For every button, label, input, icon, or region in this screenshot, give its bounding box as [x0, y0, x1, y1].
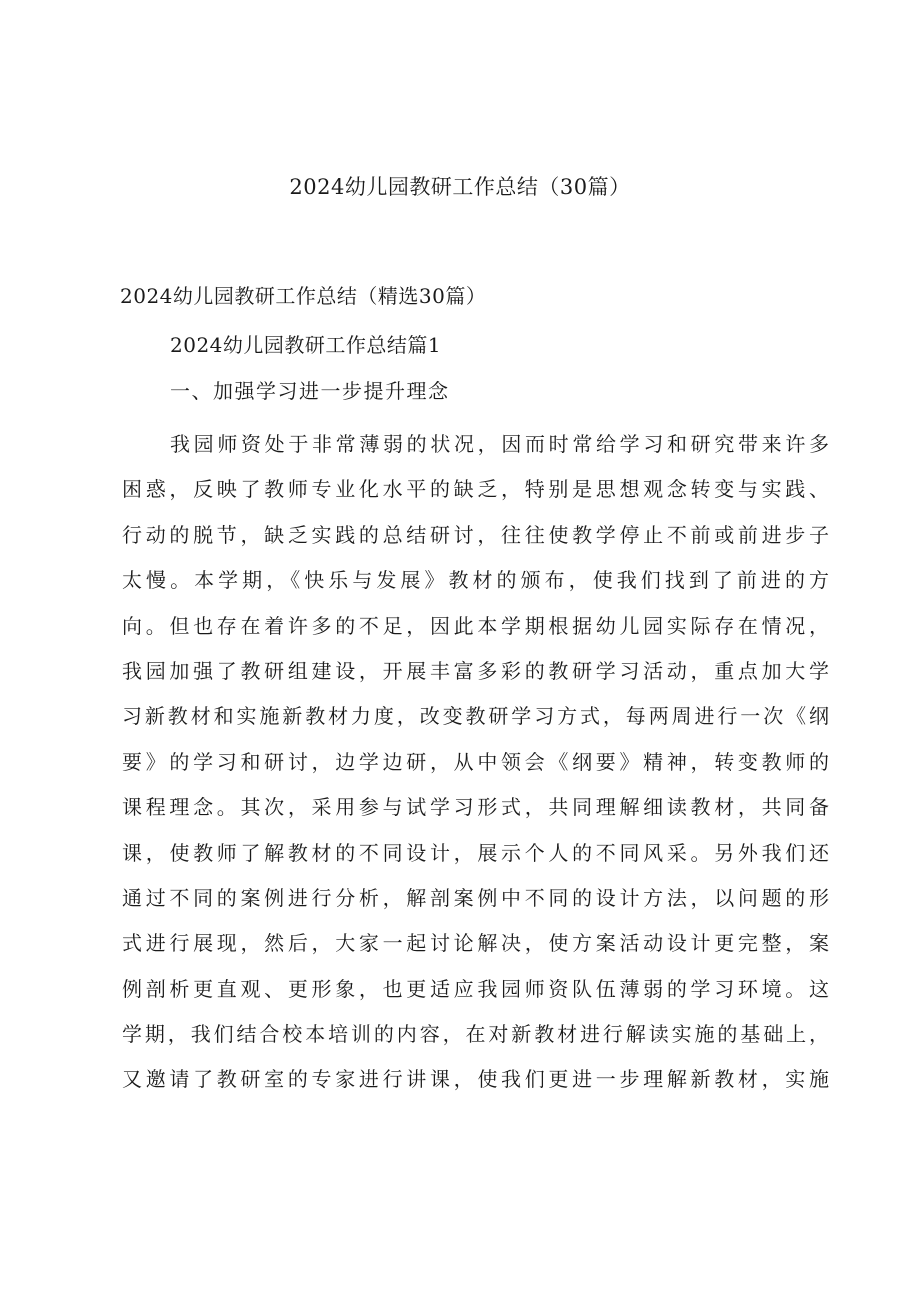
- paragraph-line: 太慢。本学期，《快乐与发展》教材的颁布，使我们找到了前进的方: [122, 568, 830, 593]
- document-title: 2024幼儿园教研工作总结（30篇）: [289, 175, 631, 199]
- paragraph-line: 我园加强了教研组建设，开展丰富多彩的教研学习活动，重点加大学: [122, 658, 830, 683]
- collection-title: 2024幼儿园教研工作总结（精选30篇）: [120, 284, 487, 308]
- paragraph-line: 例剖析更直观、更形象，也更适应我园师资队伍薄弱的学习环境。这: [122, 976, 830, 1001]
- paragraph-line: 通过不同的案例进行分析，解剖案例中不同的设计方法，以问题的形: [122, 885, 830, 910]
- body-paragraph: [122, 422, 830, 1103]
- paragraph-line: 课程理念。其次，采用参与试学习形式，共同理解细读教材，共同备: [122, 795, 830, 820]
- paragraph-line: 课，使教师了解教材的不同设计，展示个人的不同风采。另外我们还: [122, 840, 830, 865]
- paragraph-line: 又邀请了教研室的专家进行讲课，使我们更进一步理解新教材，实施: [122, 1067, 830, 1092]
- part-title: 2024幼儿园教研工作总结篇1: [170, 333, 442, 357]
- paragraph-line: 困惑，反映了教师专业化水平的缺乏，特别是思想观念转变与实践、: [122, 477, 830, 502]
- paragraph-line: 学期，我们结合校本培训的内容，在对新教材进行解读实施的基础上，: [122, 1022, 830, 1047]
- paragraph-line: 行动的脱节，缺乏实践的总结研讨，往往使教学停止不前或前进步子: [122, 522, 830, 547]
- paragraph-line: 习新教材和实施新教材力度，改变教研学习方式，每两周进行一次《纲: [122, 704, 830, 729]
- paragraph-line: 要》的学习和研讨，边学边研，从中领会《纲要》精神，转变教师的: [122, 749, 830, 774]
- section-heading: 一、加强学习进一步提升理念: [170, 379, 450, 403]
- paragraph-line: 向。但也存在着许多的不足，因此本学期根据幼儿园实际存在情况，: [122, 613, 830, 638]
- paragraph-line: 式进行展现，然后，大家一起讨论解决，使方案活动设计更完整，案: [122, 931, 830, 956]
- paragraph-line: 我园师资处于非常薄弱的状况，因而时常给学习和研究带来许多: [170, 432, 830, 456]
